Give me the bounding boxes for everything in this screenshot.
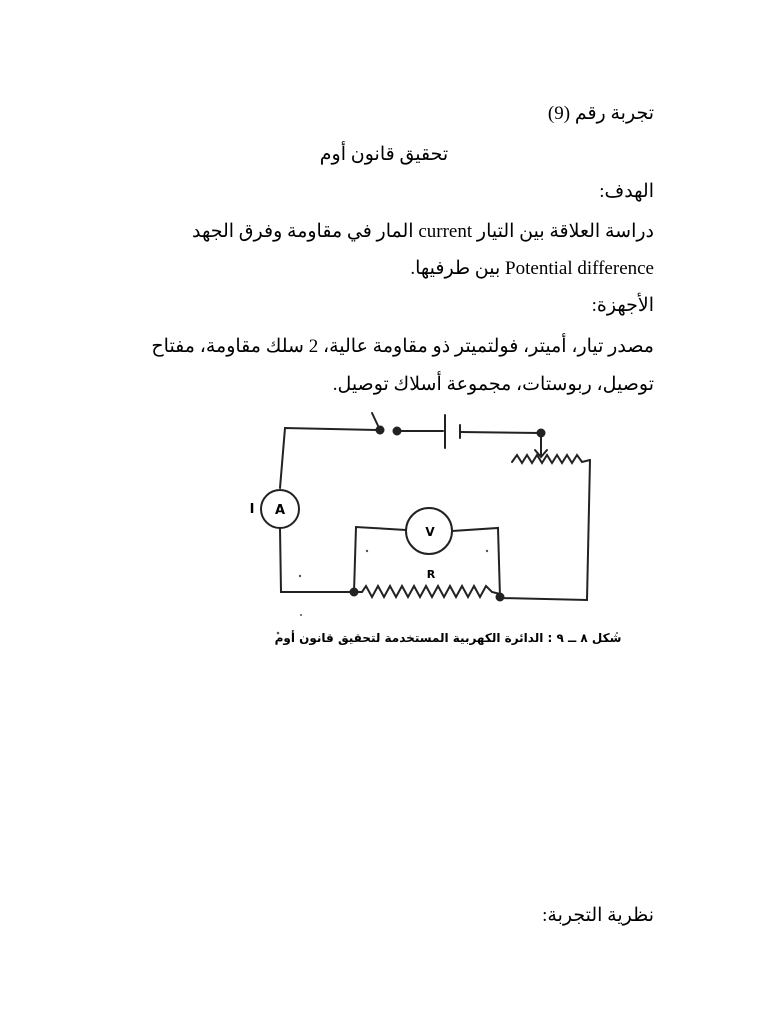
switch-blade: [372, 413, 380, 430]
voltmeter-symbol: V: [425, 525, 435, 539]
apparatus-heading: الأجهزة:: [591, 295, 654, 316]
goal-text-a: دراسة العلاقة بين التيار: [476, 221, 654, 242]
figure-caption: شكل ٨ ــ ٩ : الدائرة الكهربية المستخدمة لتحقيق قانون أوم: [274, 631, 622, 645]
goal-term-current: current: [418, 221, 473, 242]
goal-heading: الهدف:: [599, 181, 654, 202]
voltmeter-wire-right: [452, 528, 500, 597]
experiment-title: تحقيق قانون أوم: [319, 144, 449, 165]
goal-term-potential-difference: Potential difference: [505, 258, 654, 279]
goal-text-b: المار في مقاومة وفرق الجهد: [191, 221, 414, 242]
rheostat: [512, 455, 590, 463]
apparatus-line-1: مصدر تيار، أميتر، فولتميتر ذو مقاومة عالية، 2 سلك مقاومة، مفتاح: [151, 336, 654, 357]
goal-text-c: بين طرفيها.: [410, 258, 501, 279]
experiment-number: تجربة رقم (9): [547, 103, 654, 124]
apparatus-line-2: توصيل، ربوستات، مجموعة أسلاك توصيل.: [332, 374, 654, 395]
wire-left-bottom: [280, 528, 354, 592]
ammeter-symbol: A: [274, 503, 286, 518]
resistor: [354, 586, 500, 597]
wire-battery-rheostat: [460, 432, 540, 433]
current-label: I: [249, 502, 255, 517]
wire-right: [500, 460, 590, 600]
resistor-label: R: [426, 568, 436, 581]
wire-top-left: [280, 428, 377, 488]
voltmeter-wire-left: [354, 527, 406, 592]
theory-heading: نظرية التجربة:: [542, 905, 654, 926]
